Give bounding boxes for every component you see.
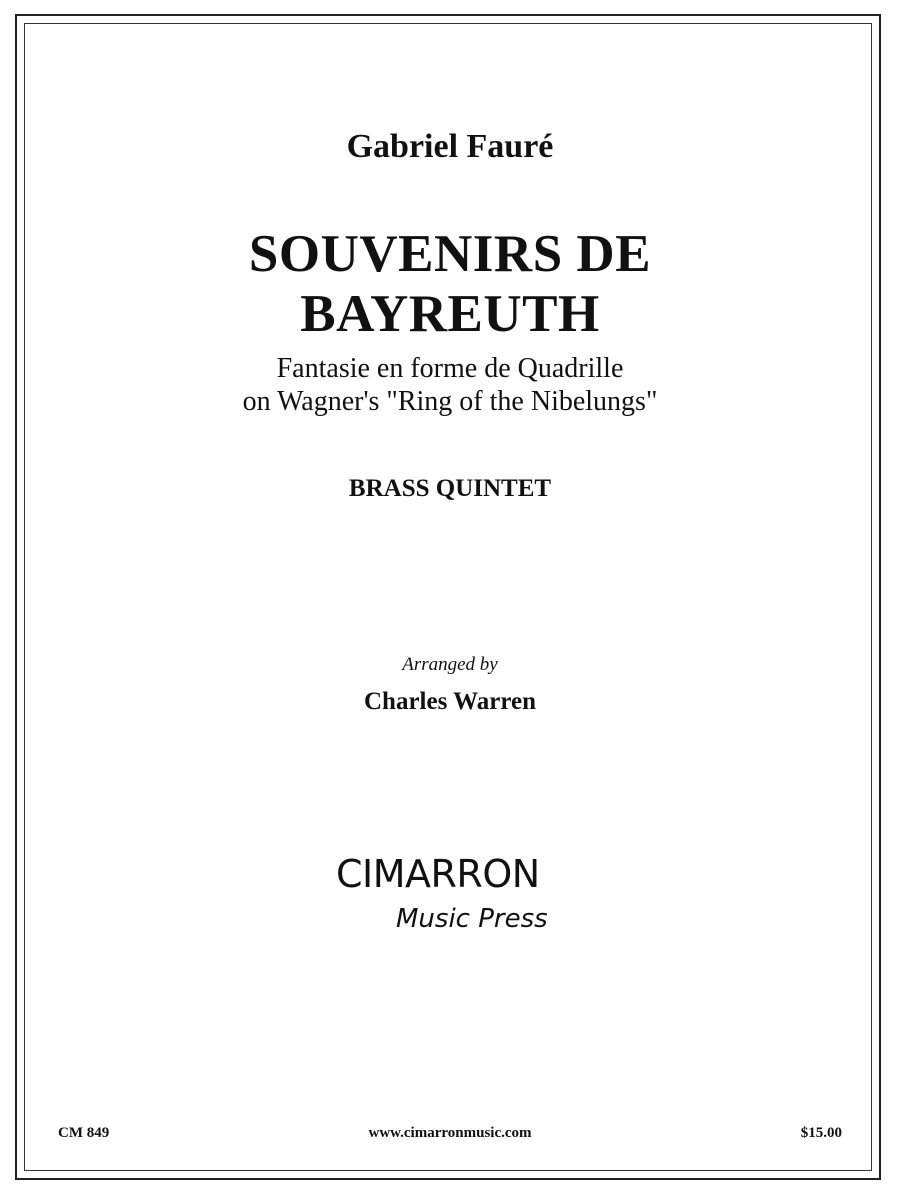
publisher-logo-subtitle: Music Press [396, 904, 548, 934]
composer-name: Gabriel Fauré [346, 128, 554, 165]
piece-title-line-1: SOUVENIRS DE [248, 225, 652, 283]
catalog-number: CM 849 [58, 1125, 110, 1141]
piece-subtitle [0, 352, 900, 418]
arranged-by-label: Arranged by [402, 654, 498, 675]
piece-subtitle-line-2: on Wagner's "Ring of the Nibelungs" [242, 386, 658, 417]
price: $15.00 [800, 1125, 842, 1141]
inner-border-frame [24, 23, 872, 1171]
cimarron-music-press-logo [336, 852, 576, 942]
publisher-website: www.cimarronmusic.com [368, 1125, 532, 1141]
instrumentation: BRASS QUINTET [348, 475, 552, 502]
piece-title-line-2: BAYREUTH [300, 285, 600, 343]
publisher-logo-name: CIMARRON [336, 852, 540, 896]
arranger-name: Charles Warren [364, 688, 536, 715]
piece-title [0, 224, 900, 344]
piece-subtitle-line-1: Fantasie en forme de Quadrille [276, 353, 624, 384]
